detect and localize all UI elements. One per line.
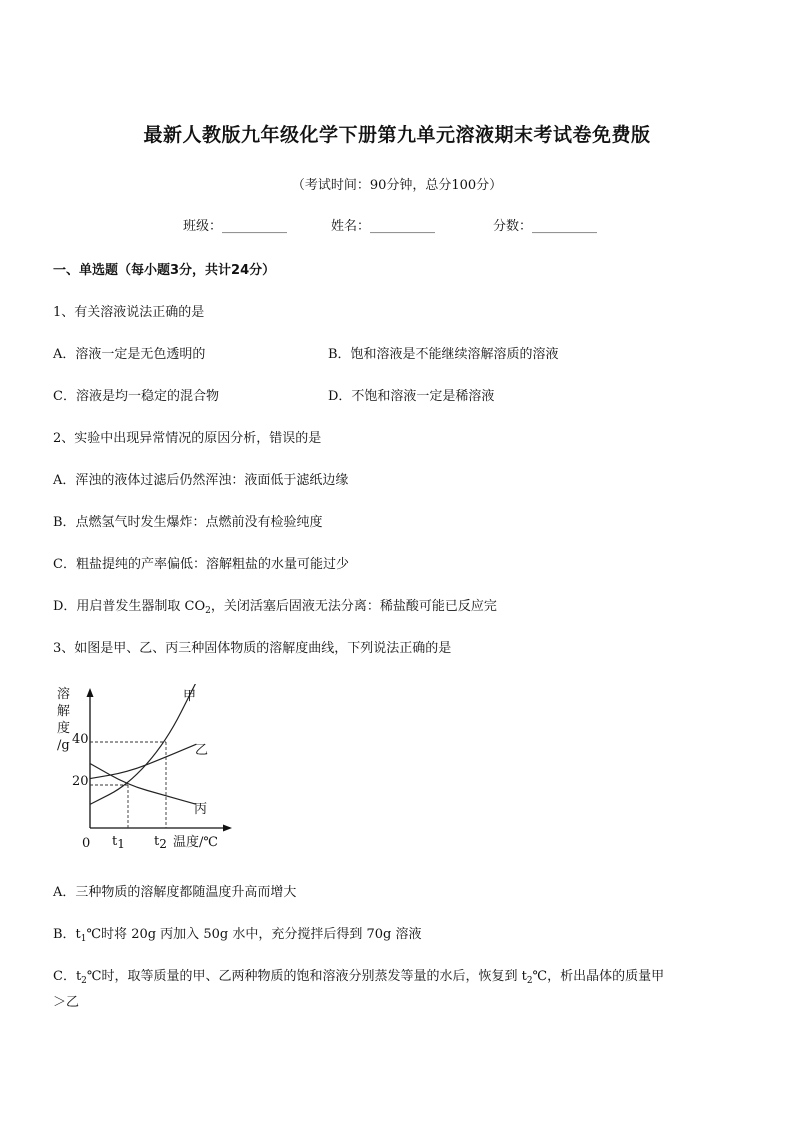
y-tick-40: 40 [72, 732, 89, 747]
option-c-text: C．t [53, 969, 82, 984]
question-2-stem: 2、实验中出现异常情况的原因分析，错误的是 [53, 431, 322, 446]
question-1-option-d: D．不饱和溶液一定是稀溶液 [328, 389, 495, 404]
x-axis-arrow [223, 825, 232, 832]
question-2-option-b: B．点燃氢气时发生爆炸：点燃前没有检验纯度 [53, 515, 323, 530]
section-heading: 一、单选题（每小题3分，共计24分） [53, 263, 276, 278]
t2-subscript: 2 [81, 976, 87, 986]
curves [90, 684, 196, 804]
question-2-option-a: A．浑浊的液体过滤后仍然浑浊：液面低于滤纸边缘 [53, 473, 349, 488]
question-1-option-a: A．溶液一定是无色透明的 [53, 347, 206, 362]
question-3-stem: 3、如图是甲、乙、丙三种固体物质的溶解度曲线，下列说法正确的是 [53, 641, 452, 656]
question-1-option-c: C．溶液是均一稳定的混合物 [53, 389, 219, 404]
series-label-jia: 甲 [183, 689, 197, 704]
question-2-option-d [53, 595, 497, 616]
curve-bing [90, 764, 196, 805]
y-label-char-4: /g [57, 738, 70, 753]
y-axis-arrow [87, 688, 94, 697]
question-3-option-b [53, 923, 421, 944]
class-label: 班级： [183, 219, 223, 234]
option-d-text-rest: ，关闭活塞后固液无法分离：稀盐酸可能已反应完 [210, 599, 497, 614]
t2-subscript-2: 2 [526, 976, 533, 986]
question-3-option-a: A．三种物质的溶解度都随温度升高而增大 [53, 885, 297, 900]
y-label-char-1: 溶 [57, 687, 71, 702]
question-1-option-b: B．饱和溶液是不能继续溶解溶质的溶液 [328, 347, 559, 362]
x-tick-t1: t1 [112, 834, 125, 851]
option-d-text: D．用启普发生器制取 CO [53, 599, 206, 614]
curve-jia [90, 684, 196, 804]
question-3-option-c-line2: ＞乙 [53, 995, 80, 1010]
y-label-char-3: 度 [57, 721, 71, 736]
t1-subscript: 1 [80, 934, 87, 944]
class-field [183, 215, 287, 234]
name-label: 姓名： [331, 219, 371, 234]
class-blank: __________ [222, 219, 288, 234]
score-field [493, 215, 597, 234]
curve-yi [90, 744, 196, 778]
option-c-text-mid: ℃时，取等质量的甲、乙两种物质的饱和溶液分别蒸发等量的水后，恢复到 t [86, 969, 527, 984]
x-tick-t2: t2 [154, 834, 167, 851]
solubility-chart [50, 684, 240, 854]
page-title: 最新人教版九年级化学下册第九单元溶液期末考试卷免费版 [143, 124, 651, 146]
option-c-text-end: ℃，析出晶体的质量甲 [532, 969, 665, 984]
exam-subtitle: （考试时间：90分钟，总分100分） [291, 178, 503, 193]
series-label-bing: 丙 [194, 802, 208, 817]
series-label-yi: 乙 [195, 743, 209, 758]
score-label: 分数： [493, 219, 533, 234]
name-blank: __________ [370, 219, 436, 234]
option-b-text-rest: ℃时将 20g 丙加入 50g 水中，充分搅拌后得到 70g 溶液 [86, 927, 422, 942]
question-3-option-c [53, 965, 664, 986]
question-2-option-c: C．粗盐提纯的产率偏低：溶解粗盐的水量可能过少 [53, 557, 349, 572]
score-blank: __________ [532, 219, 598, 234]
co2-subscript: 2 [205, 606, 211, 616]
y-tick-20: 20 [72, 774, 89, 789]
option-b-text: B．t [53, 927, 81, 942]
name-field [331, 215, 435, 234]
question-1-stem: 1、有关溶液说法正确的是 [53, 305, 205, 320]
x-axis-label: 温度/℃ [173, 835, 218, 850]
origin-label: 0 [82, 836, 91, 851]
y-label-char-2: 解 [57, 704, 71, 719]
